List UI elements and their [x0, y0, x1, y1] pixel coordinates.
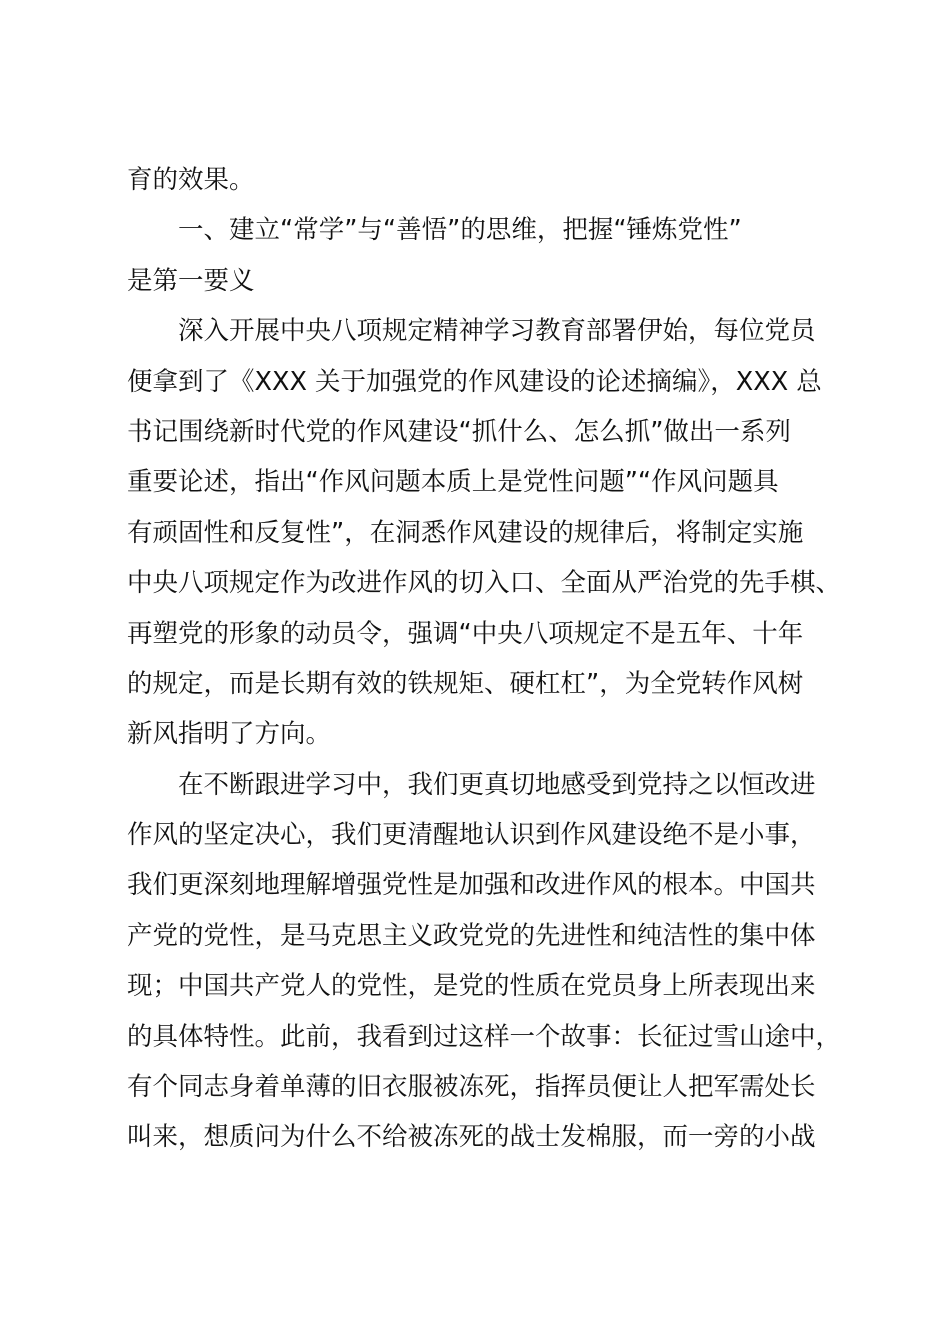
- paragraph-line: 中央八项规定作为改进作风的切入口、全面从严治党的先手棋、: [127, 568, 842, 599]
- paragraph-line: 新风指明了方向。: [127, 719, 332, 750]
- paragraph-line: 产党的党性，是马克思主义政党党的先进性和纯洁性的集中体: [127, 920, 816, 951]
- paragraph-line: 书记围绕新时代党的作风建设“抓什么、怎么抓”做出一系列: [127, 416, 791, 447]
- paragraph-line: 的规定，而是长期有效的铁规矩、硬杠杠”，为全党转作风树: [127, 668, 804, 699]
- section-heading-line: 是第一要义: [127, 265, 255, 296]
- paragraph-line: 有个同志身着单薄的旧衣服被冻死，指挥员便让人把军需处长: [127, 1072, 816, 1103]
- paragraph-line: 我们更深刻地理解增强党性是加强和改进作风的根本。中国共: [127, 870, 816, 901]
- paragraph-line: 再塑党的形象的动员令，强调“中央八项规定不是五年、十年: [127, 618, 804, 649]
- paragraph-first-line: 在不断跟进学习中，我们更真切地感受到党持之以恒改进: [178, 769, 816, 800]
- paragraph-line: 作风的坚定决心，我们更清醒地认识到作风建设绝不是小事，: [127, 820, 816, 851]
- paragraph-line: 的具体特性。此前，我看到过这样一个故事：长征过雪山途中，: [127, 1021, 842, 1052]
- section-heading-line: 一、建立“常学”与“善悟”的思维，把握“锤炼党性”: [178, 215, 742, 246]
- paragraph-line: 有顽固性和反复性”，在洞悉作风建设的规律后，将制定实施: [127, 517, 804, 548]
- paragraph-line: 重要论述，指出“作风问题本质上是党性问题”“作风问题具: [127, 467, 779, 498]
- paragraph-first-line: 深入开展中央八项规定精神学习教育部署伊始，每位党员: [178, 316, 816, 347]
- paragraph-line: 现；中国共产党人的党性，是党的性质在党员身上所表现出来: [127, 971, 816, 1002]
- paragraph-line: 便拿到了《XXX 关于加强党的作风建设的论述摘编》，XXX 总: [127, 366, 822, 397]
- paragraph-line: 叫来，想质问为什么不给被冻死的战士发棉服，而一旁的小战: [127, 1122, 816, 1153]
- paragraph-continuation-line: 育的效果。: [127, 165, 255, 195]
- document-body: [127, 155, 847, 1163]
